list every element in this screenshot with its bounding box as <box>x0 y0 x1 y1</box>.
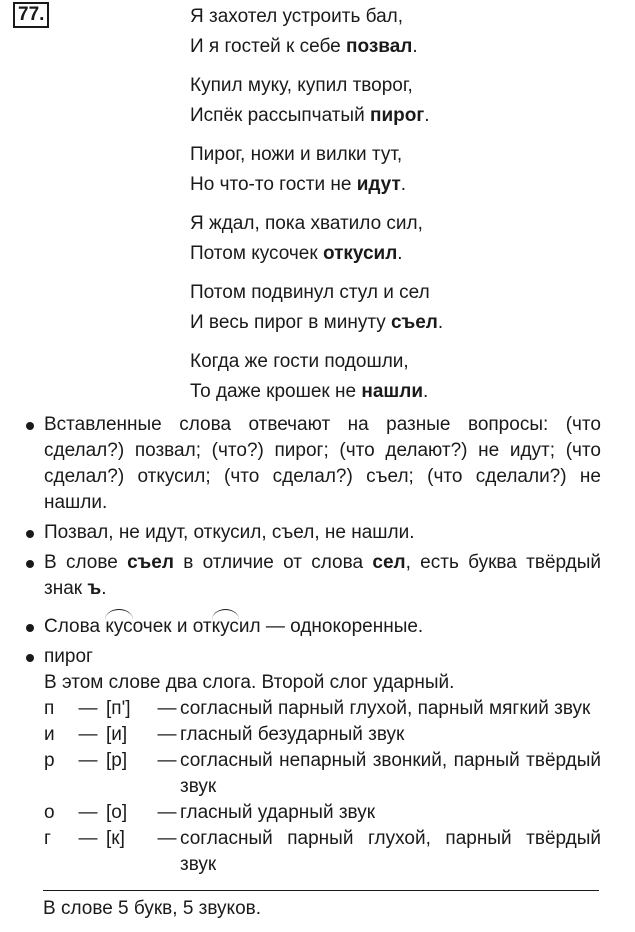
inserted-word: откусил <box>322 243 398 264</box>
dash: — <box>157 750 177 771</box>
dash: — <box>157 828 177 849</box>
transcription: [р] <box>106 750 128 771</box>
poem-line: Но что-то гости не идут. <box>190 174 407 195</box>
poem-line: Купил муку, купил творог, <box>190 75 413 96</box>
dash: — <box>78 698 98 719</box>
stanza <box>190 71 443 131</box>
letter: р <box>44 750 55 771</box>
poem-line: Пирог, ножи и вилки тут, <box>190 144 403 165</box>
bullet-roots: Слова кусочек и откусил — однокоренные. <box>26 614 601 640</box>
poem-line: Когда же гости подошли, <box>190 351 409 372</box>
inserted-word: позвал <box>346 36 413 57</box>
dash: — <box>157 698 177 719</box>
root-mark: кус <box>105 614 132 640</box>
dash: — <box>157 724 177 745</box>
summary-line: В слове 5 букв, 5 звуков. <box>43 898 262 919</box>
bullet-hard-sign: В слове съел в отличие от слова сел, есть буква твёрдый знак ъ. <box>26 550 601 602</box>
bullet-word-list: Позвал, не идут, откусил, съел, не нашли. <box>26 520 601 546</box>
inserted-word: съел <box>391 312 438 333</box>
dash: — <box>78 750 98 771</box>
phonetic-analysis <box>44 670 601 878</box>
word-sel2-bold: сел <box>372 552 406 573</box>
dash: — <box>78 802 98 823</box>
dash: — <box>157 802 177 823</box>
poem-line: Потом подвинул стул и сел <box>190 282 430 303</box>
root-mark: кус <box>212 614 239 640</box>
phonetic-row <box>44 696 601 722</box>
letter: о <box>44 802 55 823</box>
inserted-word: идут <box>356 174 401 195</box>
transcription: [к] <box>106 828 125 849</box>
phonetic-row <box>44 722 601 748</box>
stanza <box>190 209 443 269</box>
stanza <box>190 2 443 62</box>
hard-sign-letter: ъ <box>87 578 102 599</box>
poem-line: И весь пирог в минуту съел. <box>190 312 444 333</box>
inserted-word: нашли <box>361 381 424 402</box>
analysis-intro: В этом слове два слога. Второй слог ударный. <box>44 672 455 693</box>
dash: — <box>78 724 98 745</box>
poem-line: Потом кусочек откусил. <box>190 243 403 264</box>
sound-description: согласный непарный звонкий, парный твёрдый звук <box>180 750 601 797</box>
letter: г <box>44 828 51 849</box>
poem-line: Испёк рассыпчатый пирог. <box>190 105 430 126</box>
poem-line: Я захотел устроить бал, <box>190 6 403 27</box>
transcription: [и] <box>106 724 128 745</box>
transcription: [о] <box>106 802 128 823</box>
bullet-questions: Вставленные слова отвечают на разные вопросы: (что сделал?) позвал; (что?) пирог; (что делают?) не идут; (что сделал?) откусил; (что сделал?) съел; (что сделали?) не нашли. <box>26 412 601 516</box>
stanza <box>190 347 443 407</box>
stanza <box>190 278 443 338</box>
inserted-word: пирог <box>369 105 425 126</box>
dash: — <box>78 828 98 849</box>
sound-description: согласный парный глухой, парный мягкий звук <box>180 698 591 719</box>
poem-line: Я ждал, пока хватило сил, <box>190 213 423 234</box>
word-sel-bold: съел <box>127 552 174 573</box>
sound-description: гласный безударный звук <box>180 724 405 745</box>
phonetic-row <box>44 826 601 878</box>
phonetic-row <box>44 800 601 826</box>
letter: и <box>44 724 55 745</box>
bullet-word: пирог <box>26 644 601 670</box>
phonetic-row <box>44 748 601 800</box>
poem-line: То даже крошек не нашли. <box>190 381 429 402</box>
poem <box>190 2 443 407</box>
stanza <box>190 140 443 200</box>
exercise-number: 77. <box>13 2 49 28</box>
transcription: [п'] <box>106 698 131 719</box>
poem-line: И я гостей к себе позвал. <box>190 36 418 57</box>
letter: п <box>44 698 55 719</box>
divider <box>43 890 599 891</box>
answer-body <box>26 412 601 878</box>
sound-description: согласный парный глухой, парный твёрдый звук <box>180 828 601 875</box>
sound-description: гласный ударный звук <box>180 802 376 823</box>
